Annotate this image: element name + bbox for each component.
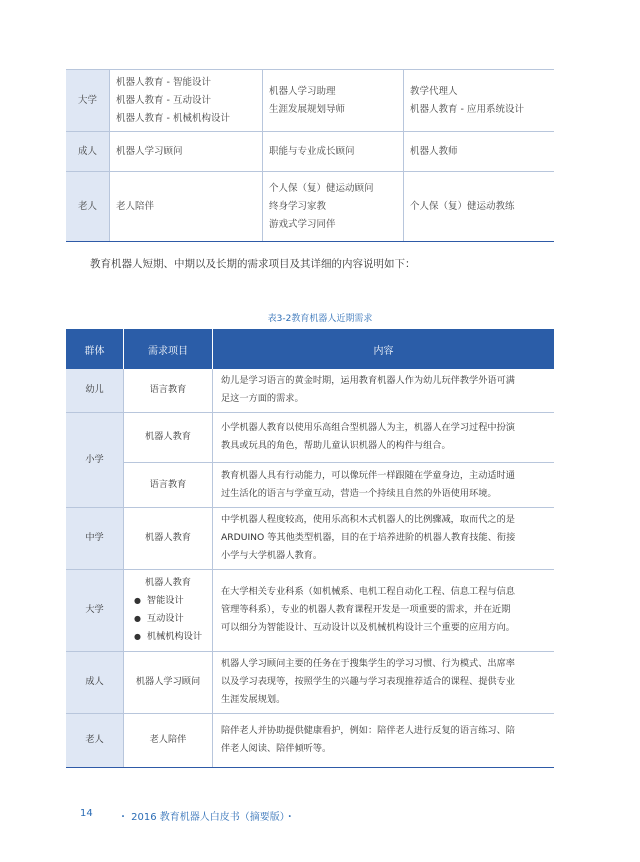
list-item	[134, 610, 202, 628]
header-content: 内容	[213, 329, 555, 369]
cell-line: 小学与大学机器人教育。	[221, 550, 323, 561]
cell-line: 幼儿是学习语言的黄金时期，运用教育机器人作为幼儿玩伴教学外语可满	[221, 375, 515, 387]
cell-line: 教学代理人	[410, 85, 458, 97]
table-cell	[110, 70, 263, 132]
bullet-icon: ●	[133, 632, 141, 641]
item-cell: 机器人教育	[124, 412, 213, 462]
list-item	[134, 628, 202, 646]
group-cell: 大学	[66, 569, 124, 651]
table-row	[66, 651, 554, 713]
cell-line: 机器人教育 - 应用系统设计	[410, 103, 524, 115]
table-cell	[263, 70, 404, 132]
content-cell	[213, 412, 555, 462]
cell-line: 机器人学习助理	[269, 85, 336, 97]
bullet-list	[134, 574, 202, 646]
top-demand-table	[66, 69, 554, 242]
header-group: 群体	[66, 329, 124, 369]
table-row	[66, 713, 554, 767]
group-cell: 老人	[66, 172, 110, 242]
table-cell: 职能与专业成长顾问	[263, 132, 404, 172]
table-row	[66, 412, 554, 462]
cell-line: 个人保（复）健运动顾问	[269, 182, 374, 194]
table-row	[66, 70, 554, 132]
content-cell	[213, 369, 555, 412]
table-row	[66, 172, 554, 242]
cell-line: 机器人学习顾问主要的任务在于搜集学生的学习习惯、行为模式、出席率	[221, 658, 515, 669]
cell-line: 伴老人阅读、陪伴倾听等。	[221, 743, 332, 754]
list-item-label: 智能设计	[146, 595, 184, 606]
cell-line: 机器人教育 - 智能设计	[116, 76, 211, 88]
group-cell: 幼儿	[66, 369, 124, 412]
item-cell	[124, 569, 213, 651]
cell-line: 可以细分为智能设计、互动设计以及机械机构设计三个重要的应用方向。	[221, 622, 515, 633]
list-item-label: 互动设计	[146, 613, 184, 624]
group-cell: 小学	[66, 412, 124, 507]
cell-line: 机器人教育 - 机械机构设计	[116, 112, 230, 124]
table-row	[66, 462, 554, 507]
item-cell: 语言教育	[124, 369, 213, 412]
bullet-icon: ●	[133, 614, 141, 623]
content-cell	[213, 462, 555, 507]
content-cell	[213, 713, 555, 767]
group-cell: 中学	[66, 507, 124, 569]
item-cell: 语言教育	[124, 462, 213, 507]
table-row	[66, 569, 554, 651]
group-cell: 成人	[66, 651, 124, 713]
intro-paragraph: 教育机器人短期、中期以及长期的需求项目及其详细的内容说明如下：	[90, 258, 416, 270]
table-cell: 老人陪伴	[110, 172, 263, 242]
list-item	[134, 592, 202, 610]
cell-line: 以及学习表现等，按照学生的兴趣与学习表现推荐适合的课程、提供专业	[221, 676, 515, 687]
table-cell: 个人保（复）健运动教练	[404, 172, 555, 242]
table-cell: 机器人学习顾问	[110, 132, 263, 172]
cell-line: 陪伴老人并协助提供健康看护，例如：陪伴老人进行反复的语言练习、陪	[221, 725, 515, 736]
table-cell: 机器人教师	[404, 132, 555, 172]
cell-line: 教育机器人具有行动能力，可以像玩伴一样跟随在学童身边，主动适时通	[221, 469, 515, 481]
page-number: 14	[80, 808, 93, 819]
cell-line: 小学机器人教育以使用乐高组合型机器人为主，机器人在学习过程中扮演	[221, 422, 515, 433]
cell-line: 教具或玩具的角色，帮助儿童认识机器人的构件与组合。	[221, 440, 451, 451]
cell-line: 在大学相关专业科系（如机械系、电机工程自动化工程、信息工程与信息	[221, 586, 515, 597]
table-row	[66, 369, 554, 412]
cell-line: 生涯发展规划导师	[269, 103, 346, 115]
cell-line: 管理等科系），专业的机器人教育课程开发是一项重要的需求，并在近期	[221, 604, 511, 615]
cell-line: 中学机器人程度较高，使用乐高积木式机器人的比例骤减，取而代之的是	[221, 514, 515, 525]
table-cell	[263, 172, 404, 242]
content-cell	[213, 507, 555, 569]
item-cell: 老人陪伴	[124, 713, 213, 767]
cell-line: 生涯发展规划。	[221, 694, 286, 705]
cell-line: 过生活化的语言与学童互动，营造一个持续且自然的外语使用环境。	[221, 487, 497, 499]
group-cell: 成人	[66, 132, 110, 172]
group-cell: 老人	[66, 713, 124, 767]
cell-line: 游戏式学习同伴	[269, 218, 336, 230]
table-header-row	[66, 329, 554, 369]
content-cell	[213, 651, 555, 713]
table-caption: 表3-2教育机器人近期需求	[267, 314, 373, 324]
table-row	[66, 132, 554, 172]
content-cell	[213, 569, 555, 651]
footer-title: ・ 2016 教育机器人白皮书（摘要版）・	[118, 812, 295, 823]
bullet-list-title: 机器人教育	[145, 577, 191, 588]
table-cell	[404, 70, 555, 132]
bullet-icon: ●	[133, 596, 141, 605]
cell-line: 终身学习家教	[269, 200, 327, 212]
cell-line: ARDUINO 等其他类型机器，目的在于培养进阶的机器人教育技能、衔接	[221, 532, 516, 543]
table-row	[66, 507, 554, 569]
cell-line: 机器人教育 - 互动设计	[116, 94, 211, 106]
near-term-demand-table	[66, 329, 554, 768]
item-cell: 机器人教育	[124, 507, 213, 569]
header-item: 需求项目	[124, 329, 213, 369]
cell-line: 足这一方面的需求。	[221, 393, 304, 405]
list-item-label: 机械机构设计	[146, 631, 203, 642]
group-cell: 大学	[66, 70, 110, 132]
item-cell: 机器人学习顾问	[124, 651, 213, 713]
